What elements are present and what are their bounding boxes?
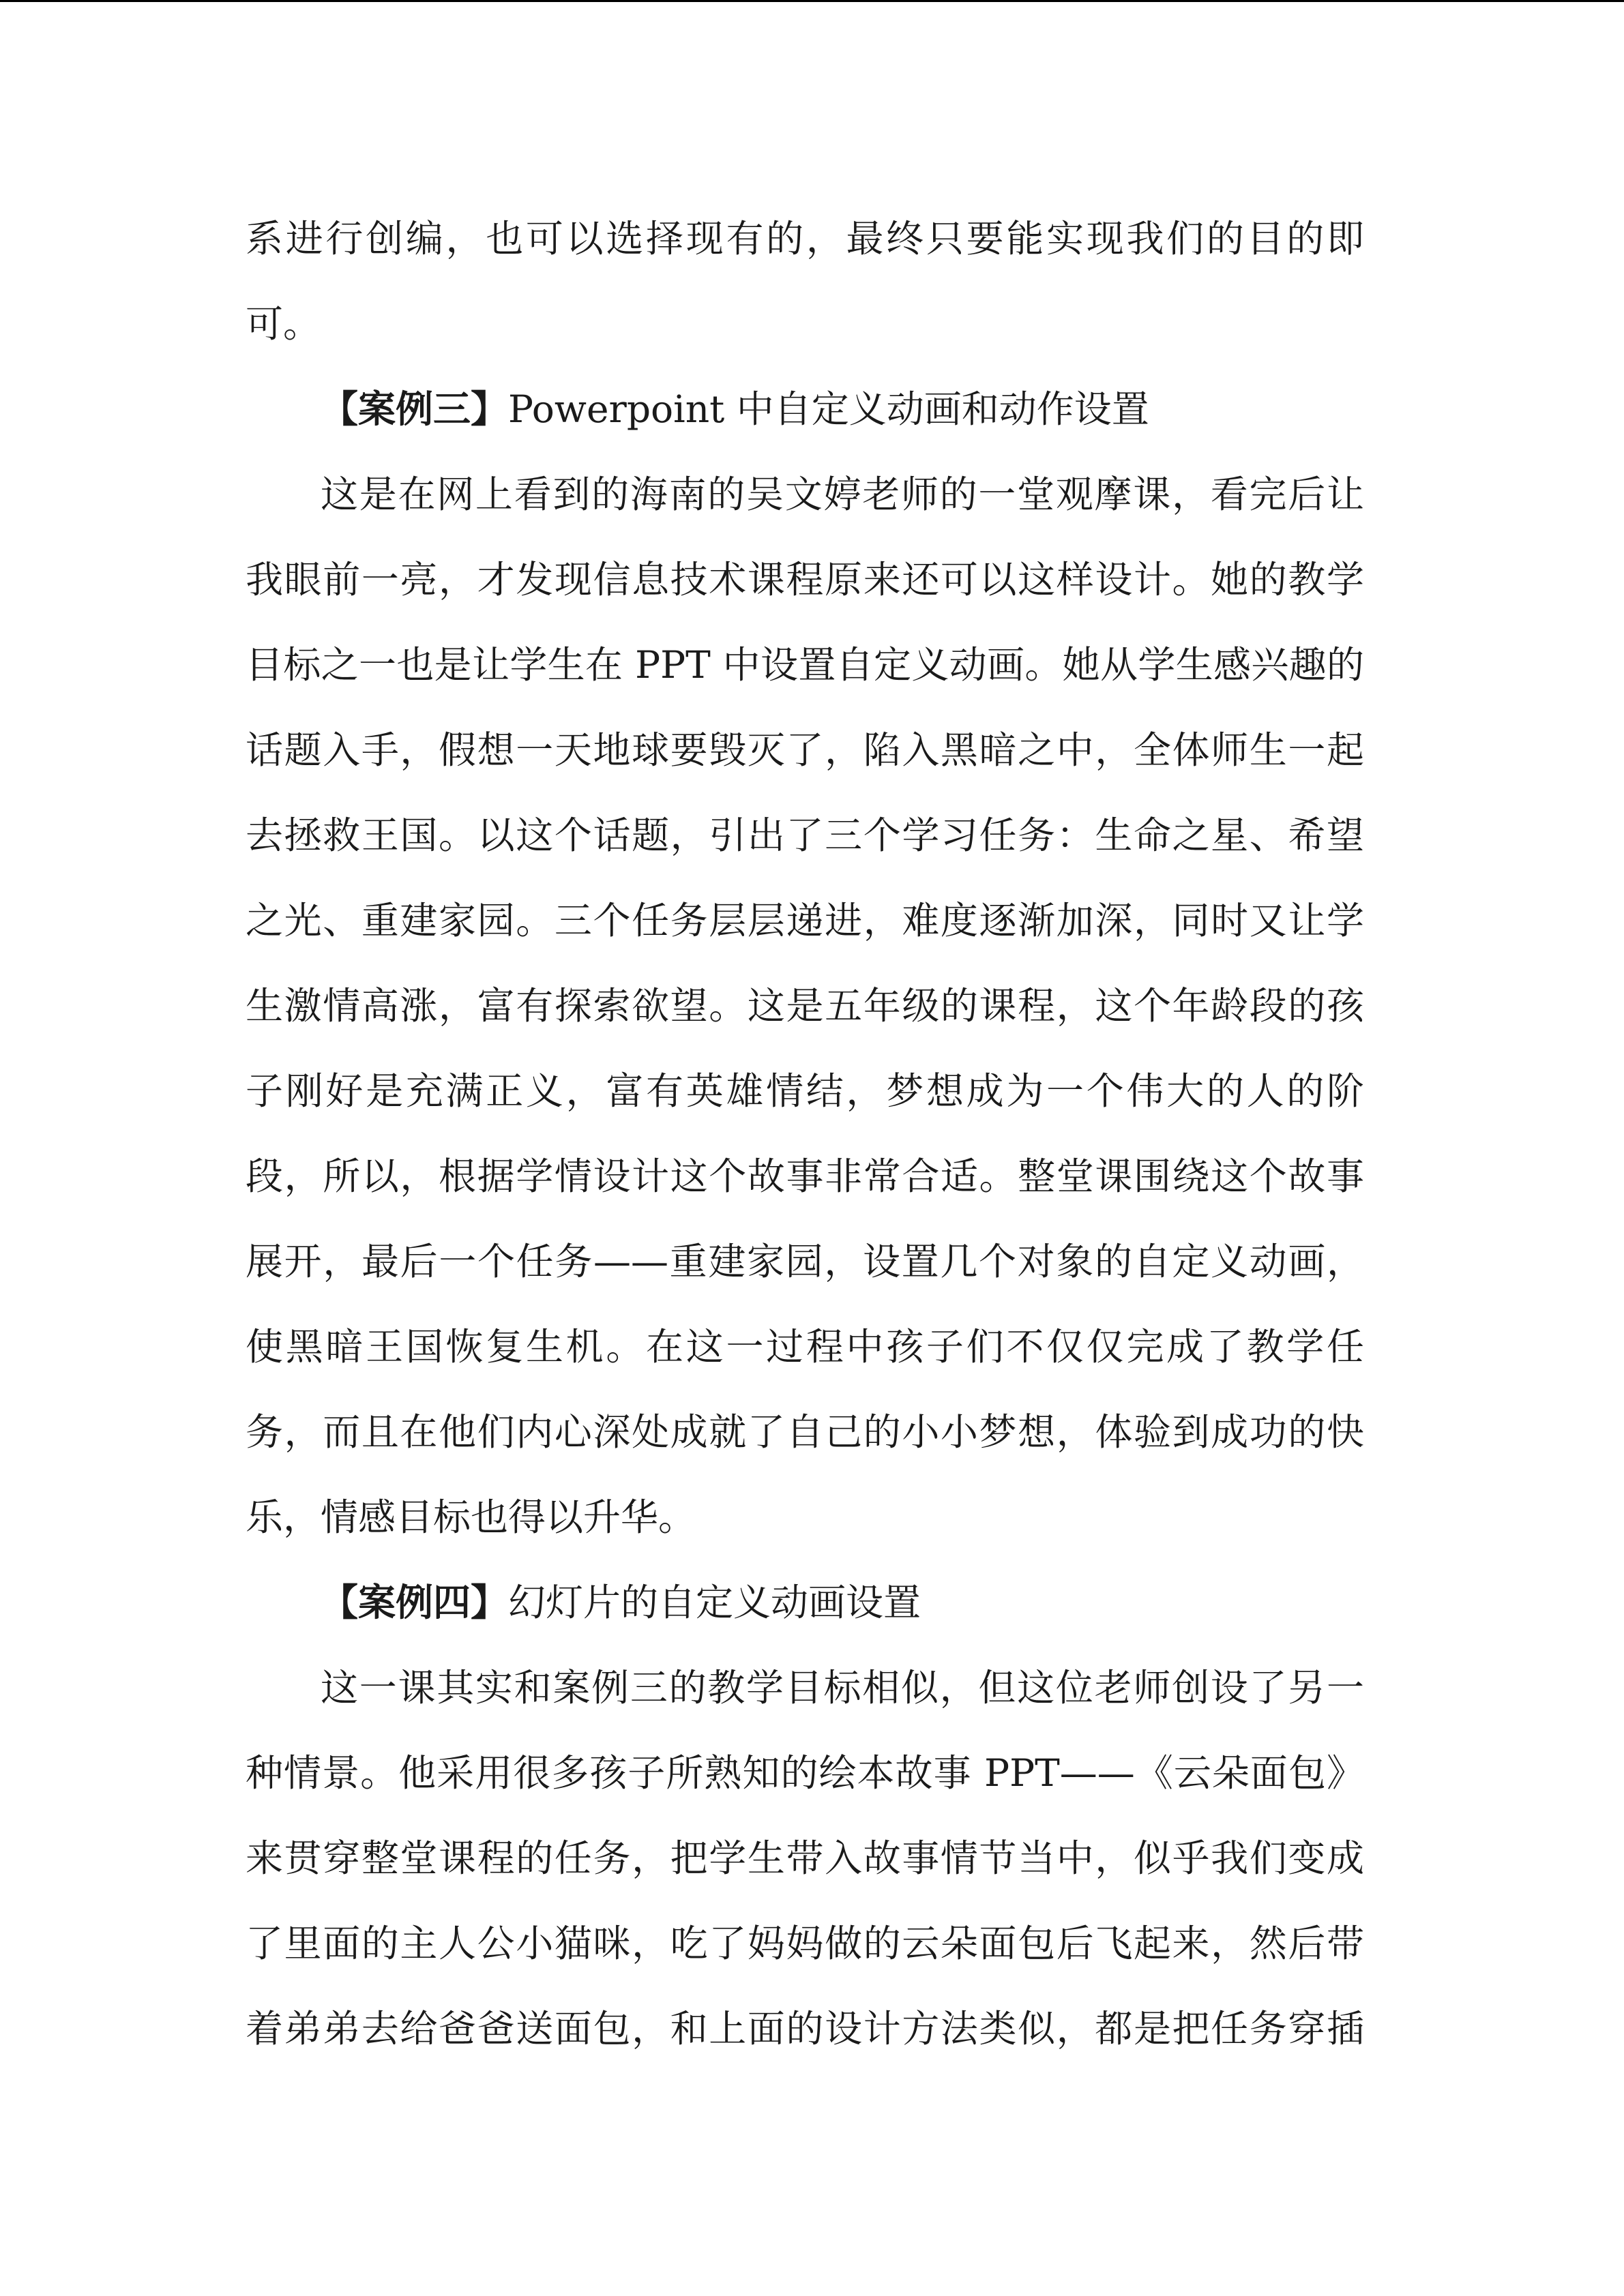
paragraph-continuation-line: 可。	[246, 302, 321, 346]
case3-paragraph-line: 目标之一也是让学生在 PPT 中设置自定义动画。她从学生感兴趣的	[246, 643, 1364, 687]
case3-paragraph-line: 去拯救王国。以这个话题，引出了三个学习任务：生命之星、希望	[246, 814, 1364, 857]
case3-paragraph-line: 这是在网上看到的海南的吴文婷老师的一堂观摩课，看完后让	[321, 473, 1364, 516]
case3-paragraph-line: 生激情高涨，富有探索欲望。这是五年级的课程，这个年龄段的孩	[246, 984, 1364, 1028]
case4-paragraph-line: 来贯穿整堂课程的任务，把学生带入故事情节当中，似乎我们变成	[246, 1836, 1364, 1880]
case3-paragraph-line: 子刚好是充满正义，富有英雄情结，梦想成为一个伟大的人的阶	[246, 1069, 1364, 1113]
case3-paragraph-line: 话题入手，假想一天地球要毁灭了，陷入黑暗之中，全体师生一起	[246, 728, 1364, 772]
case4-paragraph-line: 了里面的主人公小猫咪，吃了妈妈做的云朵面包后飞起来，然后带	[246, 1922, 1364, 1965]
case3-paragraph-line: 乐，情感目标也得以升华。	[246, 1495, 696, 1539]
case4-label: 【案例四】	[321, 1581, 509, 1624]
case4-paragraph-line: 这一课其实和案例三的教学目标相似，但这位老师创设了另一	[321, 1666, 1364, 1710]
case3-paragraph-line: 段，所以，根据学情设计这个故事非常合适。整堂课围绕这个故事	[246, 1154, 1364, 1198]
case3-label: 【案例三】	[321, 387, 509, 431]
case3-heading	[321, 382, 1364, 436]
case3-title: Powerpoint 中自定义动画和动作设置	[508, 387, 1149, 431]
case3-paragraph-line: 使黑暗王国恢复生机。在这一过程中孩子们不仅仅完成了教学任	[246, 1325, 1364, 1369]
case3-paragraph-line: 展开，最后一个任务——重建家园，设置几个对象的自定义动画，	[246, 1240, 1364, 1283]
case3-paragraph-line: 务，而且在他们内心深处成就了自己的小小梦想，体验到成功的快	[246, 1410, 1364, 1454]
case4-heading	[321, 1575, 1364, 1630]
case3-paragraph-line: 之光、重建家园。三个任务层层递进，难度逐渐加深，同时又让学	[246, 899, 1364, 942]
case4-paragraph-line: 着弟弟去给爸爸送面包，和上面的设计方法类似，都是把任务穿插	[246, 2007, 1364, 2051]
case4-paragraph-line: 种情景。他采用很多孩子所熟知的绘本故事 PPT——《云朵面包》	[246, 1751, 1364, 1795]
case4-title: 幻灯片的自定义动画设置	[508, 1581, 921, 1624]
case3-paragraph-line: 我眼前一亮，才发现信息技术课程原来还可以这样设计。她的教学	[246, 558, 1364, 601]
paragraph-continuation-line: 系进行创编，也可以选择现有的，最终只要能实现我们的目的即	[246, 217, 1364, 260]
